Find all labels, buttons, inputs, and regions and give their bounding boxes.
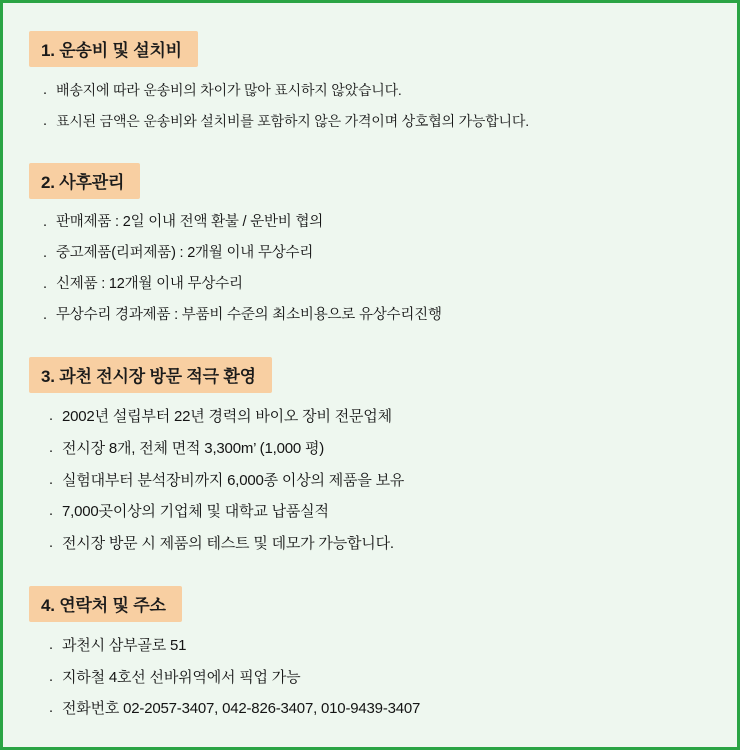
bullet-icon: . xyxy=(49,408,53,425)
bullet-icon: . xyxy=(43,214,47,231)
list-item xyxy=(49,528,711,560)
bullet-icon: . xyxy=(49,636,53,653)
list-item-text: 지하철 4호선 선바위역에서 픽업 가능 xyxy=(62,668,301,686)
list-item xyxy=(43,300,711,331)
list-item-text: 배송지에 따라 운송비의 차이가 많아 표시하지 않았습니다. xyxy=(56,82,402,98)
section-heading: 2. 사후관리 xyxy=(29,163,140,199)
section-contact-address xyxy=(29,586,711,725)
bullet-icon: . xyxy=(43,307,47,324)
list-item xyxy=(43,269,711,300)
list-item-text: 판매제품 : 2일 이내 전액 환불 / 운반비 협의 xyxy=(56,214,324,231)
list-item-text: 전시장 방문 시 제품의 테스트 및 데모가 가능합니다. xyxy=(62,535,394,553)
list-item xyxy=(49,401,711,433)
list-item-text: 표시된 금액은 운송비와 설치비를 포함하지 않은 가격이며 상호협의 가능합니다. xyxy=(56,113,529,130)
list-item xyxy=(49,496,711,528)
list-item-text: 전시장 8개, 전체 면적 3,300m’ (1,000 평) xyxy=(62,439,325,457)
section-after-service xyxy=(29,163,711,331)
bullet-icon: . xyxy=(49,535,53,552)
list-item xyxy=(43,106,711,137)
list-item-text: 2002년 설립부터 22년 경력의 바이오 장비 전문업체 xyxy=(62,408,392,426)
section-heading: 1. 운송비 및 설치비 xyxy=(29,31,198,67)
bullet-icon: . xyxy=(49,471,53,488)
list-item xyxy=(43,75,711,106)
section-heading: 4. 연락처 및 주소 xyxy=(29,586,182,622)
section-heading: 3. 과천 전시장 방문 적극 환영 xyxy=(29,357,272,393)
bullet-icon: . xyxy=(49,439,53,456)
bullet-icon: . xyxy=(49,503,53,520)
list-item-text: 전화번호 02-2057-3407, 042-826-3407, 010-9439-3407 xyxy=(62,700,421,718)
section-shipping-installation xyxy=(29,31,711,137)
list-item-text: 과천시 삼부골로 51 xyxy=(62,636,187,654)
list-item xyxy=(49,630,711,662)
list-item xyxy=(49,693,711,725)
list-item-text: 7,000곳이상의 기업체 및 대학교 납품실적 xyxy=(62,503,329,521)
list-item-text: 무상수리 경과제품 : 부품비 수준의 최소비용으로 유상수리진행 xyxy=(56,307,442,324)
section-showroom-visit xyxy=(29,357,711,560)
list-item xyxy=(49,662,711,694)
section-line-list xyxy=(29,630,711,725)
bullet-icon: . xyxy=(43,82,47,98)
bullet-icon: . xyxy=(49,700,53,717)
section-line-list xyxy=(29,207,711,331)
list-item xyxy=(49,433,711,465)
bullet-icon: . xyxy=(43,113,47,130)
section-line-list xyxy=(29,401,711,560)
bullet-icon: . xyxy=(49,668,53,685)
list-item-text: 신제품 : 12개월 이내 무상수리 xyxy=(56,276,243,293)
list-item-text: 중고제품(리퍼제품) : 2개월 이내 무상수리 xyxy=(56,245,314,262)
bullet-icon: . xyxy=(43,276,47,293)
list-item xyxy=(49,465,711,497)
list-item xyxy=(43,238,711,269)
list-item xyxy=(43,207,711,238)
section-line-list xyxy=(29,75,711,137)
list-item-text: 실험대부터 분석장비까지 6,000종 이상의 제품을 보유 xyxy=(62,471,405,489)
bullet-icon: . xyxy=(43,245,47,262)
